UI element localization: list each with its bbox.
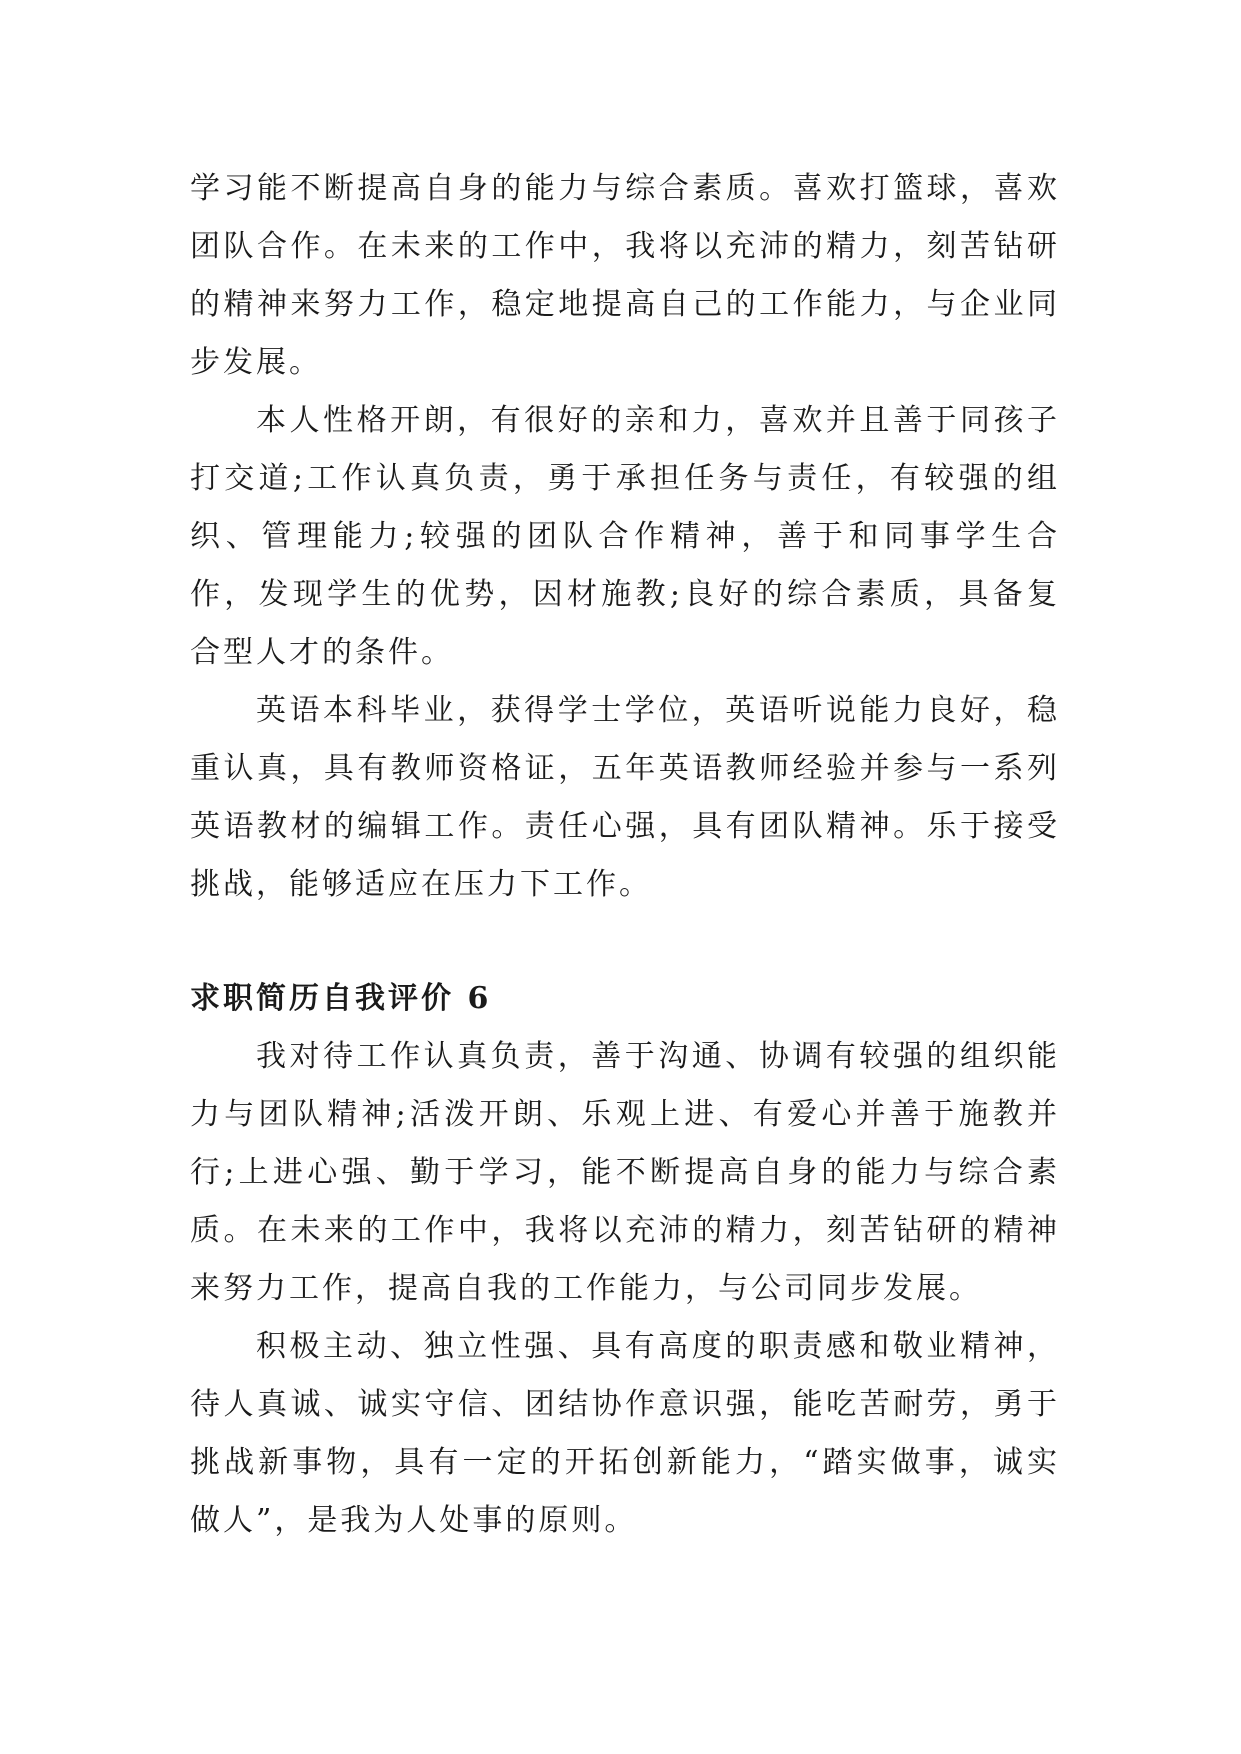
paragraph-english-teacher: 英语本科毕业，获得学士学位，英语听说能力良好，稳重认真，具有教师资格证，五年英语教师经验并参与一系列英语教材的编辑工作。责任心强，具有团队精神。乐于接受挑战，能够适应在压力下工作。	[190, 693, 1060, 902]
paragraph-proactive: 积极主动、独立性强、具有高度的职责感和敬业精神，待人真诚、诚实守信、团结协作意识强，能吃苦耐劳，勇于挑战新事物，具有一定的开拓创新能力，“踏实做事，诚实做人”，是我为人处事的原则。	[190, 1329, 1060, 1538]
document-body	[190, 160, 1060, 1550]
section-heading: 求职简历自我评价 6	[190, 981, 492, 1016]
paragraph-continued: 学习能不断提高自身的能力与综合素质。喜欢打篮球，喜欢团队合作。在未来的工作中，我将以充沛的精力，刻苦钻研的精神来努力工作，稳定地提高自己的工作能力，与企业同步发展。	[190, 171, 1060, 380]
paragraph-work-attitude: 我对待工作认真负责，善于沟通、协调有较强的组织能力与团队精神;活泼开朗、乐观上进、有爱心并善于施教并行;上进心强、勤于学习，能不断提高自身的能力与综合素质。在未来的工作中，我将以充沛的精力，刻苦钻研的精神来努力工作，提高自我的工作能力，与公司同步发展。	[190, 1039, 1060, 1306]
paragraph-personality: 本人性格开朗，有很好的亲和力，喜欢并且善于同孩子打交道;工作认真负责，勇于承担任务与责任，有较强的组织、管理能力;较强的团队合作精神，善于和同事学生合作，发现学生的优势，因材施教;良好的综合素质，具备复合型人才的条件。	[190, 403, 1060, 670]
